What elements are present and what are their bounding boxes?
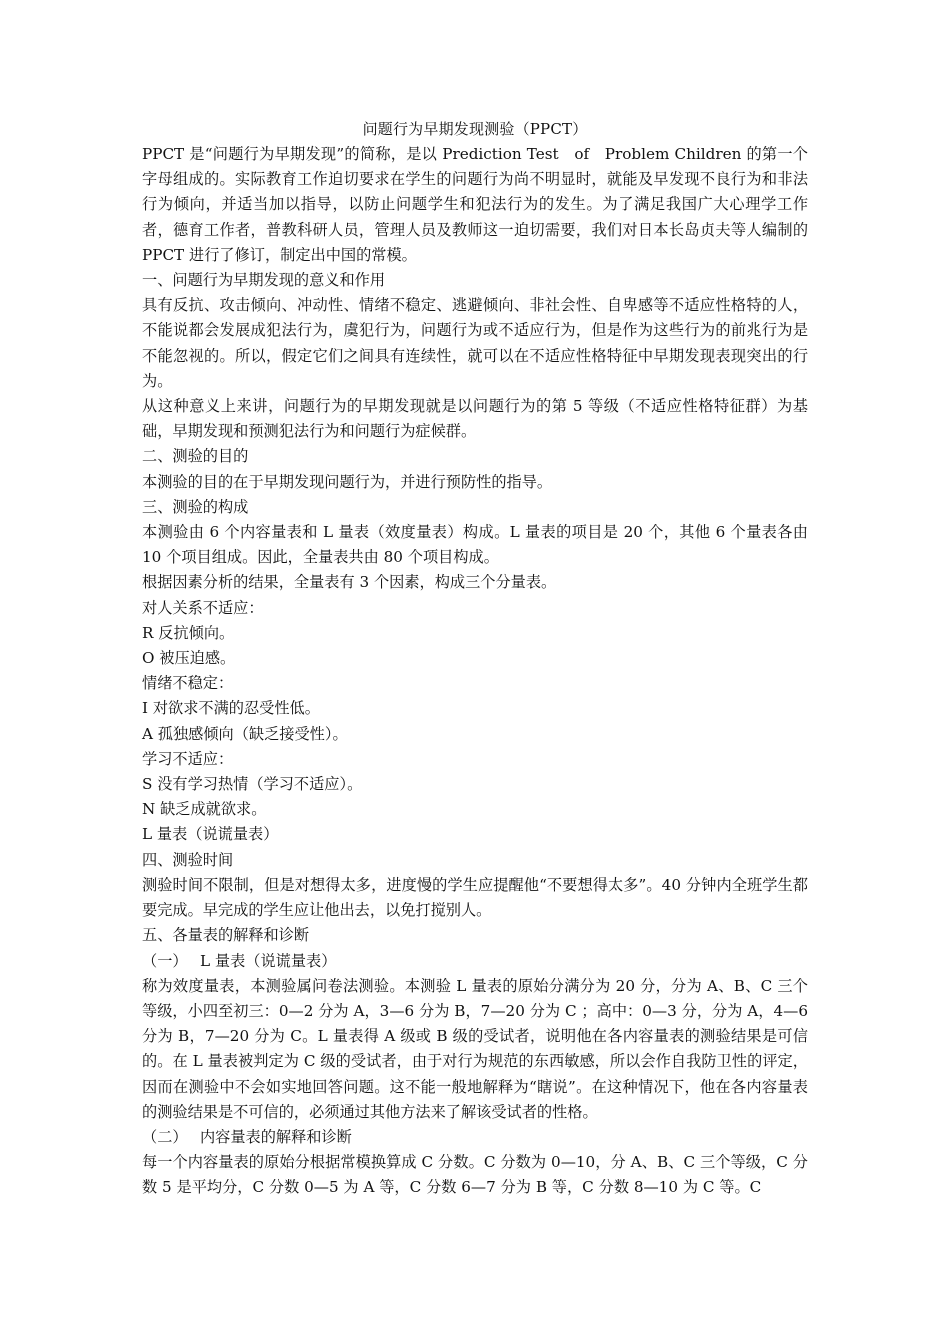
scale-group-emotional: 情绪不稳定： — [142, 674, 234, 693]
section3-paragraph-2: 根据因素分析的结果，全量表有 3 个因素，构成三个分量表。 — [142, 573, 557, 592]
section4-heading: 四、测验时间 — [142, 850, 234, 869]
scale-group-learning: 学习不适应： — [142, 749, 234, 768]
scale-item-l: L 量表（说谎量表） — [142, 825, 279, 844]
scale-item-r: R 反抗倾向。 — [142, 623, 235, 642]
document-page — [142, 118, 808, 1201]
section3-heading: 三、测验的构成 — [142, 497, 249, 516]
scale-item-a: A 孤独感倾向（缺乏接受性）。 — [142, 724, 348, 743]
scale-item-i: I 对欲求不满的忍受性低。 — [142, 699, 320, 718]
scale-item-s: S 没有学习热情（学习不适应）。 — [142, 775, 363, 794]
section2-paragraph: 本测验的目的在于早期发现问题行为，并进行预防性的指导。 — [142, 472, 553, 491]
section4-paragraph: 测验时间不限制，但是对想得太多，进度慢的学生应提醒他“不要想得太多”。40 分钟内全班学生都要完成。早完成的学生应让他出去，以免打搅别人。 — [142, 875, 808, 920]
section5-subheading-1: （一） L 量表（说谎量表） — [142, 951, 337, 970]
scale-item-n: N 缺乏成就欲求。 — [142, 800, 267, 819]
section1-paragraph-2: 从这种意义上来讲，问题行为的早期发现就是以问题行为的第 5 等级（不适应性格特征群）为基础，早期发现和预测犯法行为和问题行为症候群。 — [142, 397, 808, 441]
section5-sub2-paragraph: 每一个内容量表的原始分根据常模换算成 C 分数。C 分数为 0—10，分 A、B、C 三个等级，C 分数 5 是平均分，C 分数 0—5 为 A 等，C 分数 6—7 分为 B 等，C 分数 8—10 为 C 等。C — [142, 1153, 808, 1197]
section5-sub1-paragraph: 称为效度量表，本测验属问卷法测验。本测验 L 量表的原始分满分为 20 分，分为 A、B、C 三个等级，小四至初三：0—2 分为 A，3—6 分为 B，7—20 分为 C ；高中：0—3 分，分为 A，4—6 分为 B，7—20 分为 C。L 量表得 A 级或 B 级的受试者，说明他在各内容量表的测验结果是可信的。在 L 量表被判定为 C 级的受试者，由于对行为规范的东西敏感，所以会作自我防卫性的评定，因而在测验中不会如实地回答问题。这不能一般地解释为“瞎说”。在这种情况下，他在各内容量表的测验结果是不可信的，必须通过其他方法来了解该受试者的性格。 — [142, 976, 808, 1121]
section1-heading: 一、问题行为早期发现的意义和作用 — [142, 271, 385, 290]
intro-paragraph: PPCT 是“问题行为早期发现”的简称，是以 Prediction Test of Problem Children 的第一个字母组成的。实际教育工作迫切要求在学生的问题行为尚不明显时，就能及早发现不良行为和非法行为倾向，并适当加以指导，以防止问题学生和犯法行为的发生。为了满足我国广大心理学工作者，德育工作者，普教科研人员，管理人员及教师这一迫切需要，我们对日本长岛贞夫等人编制的 PPCT 进行了修订，制定出中国的常模。 — [142, 145, 808, 264]
section1-paragraph-1: 具有反抗、攻击倾向、冲动性、情绪不稳定、逃避倾向、非社会性、自卑感等不适应性格特的人，不能说都会发展成犯法行为，虞犯行为，问题行为或不适应行为，但是作为这些行为的前兆行为是不能忽视的。所以，假定它们之间具有连续性，就可以在不适应性格特征中早期发现表现突出的行为。 — [142, 296, 808, 390]
section3-paragraph-1: 本测验由 6 个内容量表和 L 量表（效度量表）构成。L 量表的项目是 20 个，其他 6 个量表各由 10 个项目组成。因此，全量表共由 80 个项目构成。 — [142, 523, 808, 567]
section5-heading: 五、各量表的解释和诊断 — [142, 926, 310, 945]
section5-subheading-2: （二） 内容量表的解释和诊断 — [142, 1127, 352, 1146]
scale-group-interpersonal: 对人关系不适应： — [142, 598, 264, 617]
scale-item-o: O 被压迫感。 — [142, 649, 236, 668]
section2-heading: 二、测验的目的 — [142, 447, 249, 466]
document-title: 问题行为早期发现测验（PPCT） — [362, 120, 588, 138]
